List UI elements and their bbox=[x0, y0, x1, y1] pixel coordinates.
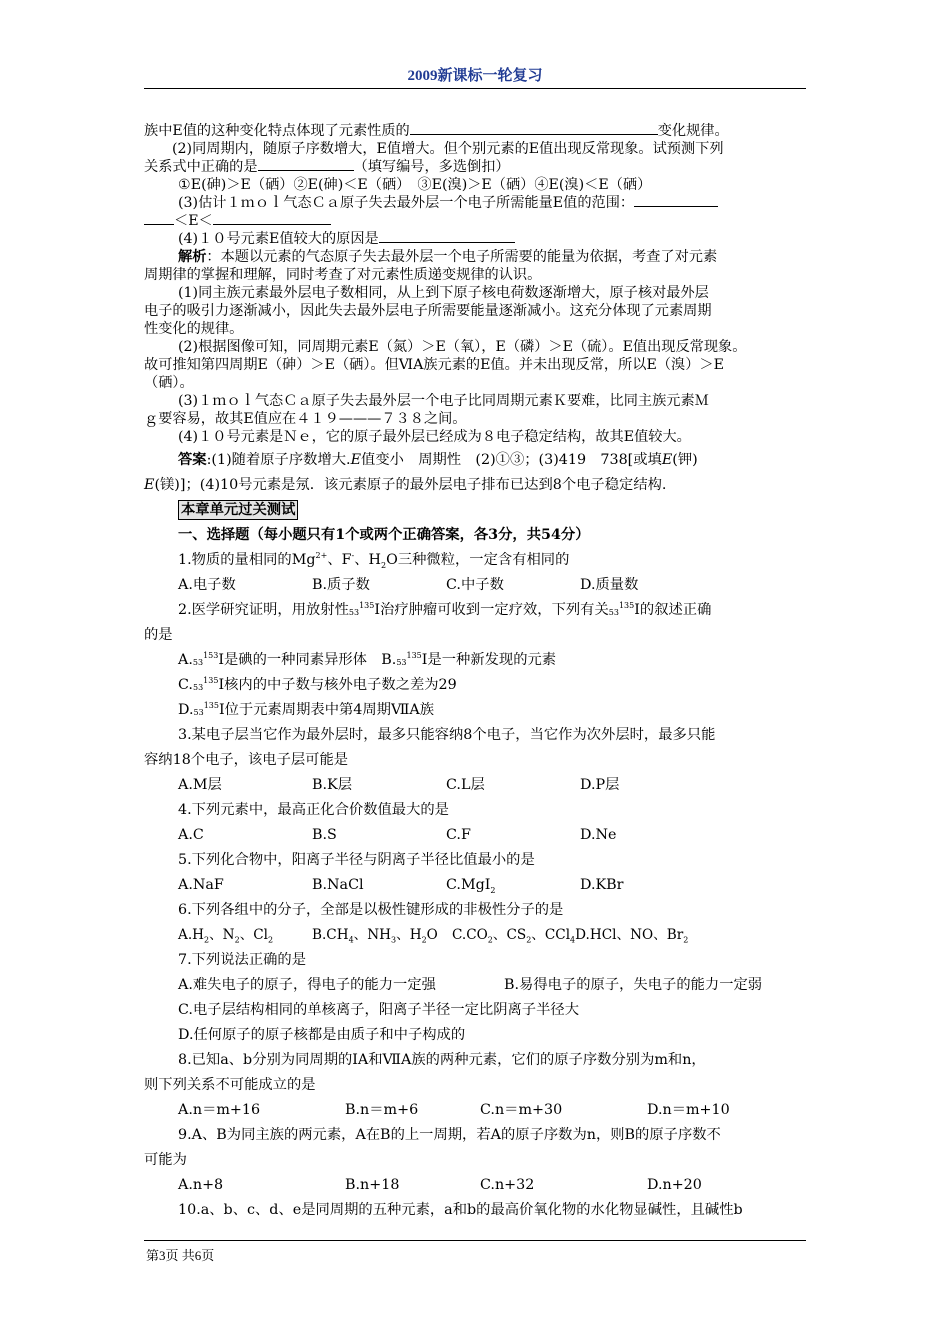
answer-line: E(镁)]；(4)10号元素是氖．该元素原子的最外层电子排布已达到8个电子稳定结构. bbox=[144, 477, 667, 493]
question-options bbox=[144, 573, 806, 598]
text-line: ＜E＜ bbox=[144, 212, 806, 230]
answer-blank bbox=[410, 122, 658, 135]
question-stem: 则下列关系不可能成立的是 bbox=[144, 1077, 316, 1093]
answer-blank bbox=[258, 158, 354, 171]
question-options bbox=[144, 973, 806, 998]
option: A.n+8 bbox=[178, 1177, 224, 1193]
option: A.C bbox=[178, 827, 204, 843]
question-stem: 8.已知a、b分别为同周期的ⅠA和ⅦA族的两种元素，它们的原子序数分别为m和n， bbox=[178, 1052, 706, 1068]
question-stem: 7.下列说法正确的是 bbox=[178, 952, 307, 968]
option: C.n+32 bbox=[480, 1177, 535, 1193]
option: B.易得电子的原子，失电子的能力一定弱 bbox=[504, 977, 763, 993]
option: D.Ne bbox=[580, 827, 617, 843]
text-line: 周期律的掌握和理解，同时考查了对元素性质递变规律的认识。 bbox=[144, 267, 542, 283]
option: C.F bbox=[446, 827, 471, 843]
question-stem: 9.A、B为同主族的两元素，A在B的上一周期，若A的原子序数为n，则B的原子序数不 bbox=[178, 1127, 721, 1143]
question-options bbox=[144, 823, 806, 848]
option: C.MgI$_2$ bbox=[446, 877, 496, 895]
question-stem: 容纳18个电子，该电子层可能是 bbox=[144, 752, 349, 768]
text-line: 故可推知第四周期E（砷）＞E（硒）。但ⅥA族元素的E值。并未出现反常，所以E（溴）＞E bbox=[144, 357, 724, 373]
question-stem: 1.物质的量相同的$Mg^{2+}$、F-、$H_2O$三种微粒，一定含有相同的 bbox=[178, 551, 570, 570]
option: B.质子数 bbox=[312, 577, 370, 593]
option: $C.CO_2$、$CS_2$、CCl$_4$ bbox=[452, 927, 576, 945]
option: $A.H_2$、$N_2$、$Cl_2$ bbox=[178, 927, 274, 945]
option: D.P层 bbox=[580, 777, 620, 793]
answer-blank bbox=[213, 212, 331, 225]
text-line: 性变化的规律。 bbox=[144, 321, 244, 337]
option: D.n+20 bbox=[647, 1177, 702, 1193]
question-options bbox=[144, 923, 806, 948]
option: $C.53^{135}I$核内的中子数与核外电子数之差为29 bbox=[178, 676, 457, 693]
text-line: 族中E值的这种变化特点体现了元素性质的 变化规律。 bbox=[144, 123, 729, 139]
question-stem: 6.下列各组中的分子，全部是以极性键形成的非极性分子的是 bbox=[178, 902, 564, 918]
text-line: (3)１ｍｏｌ气态Ｃａ原子失去最外层一个电子比同周期元素Ｋ要难，比同主族元素Ｍ bbox=[178, 393, 709, 409]
question-options bbox=[144, 773, 806, 798]
option: B.K层 bbox=[312, 777, 353, 793]
section-subheading: 一、选择题（每小题只有1个或两个正确答案，各3分，共54分） bbox=[178, 527, 590, 543]
header-rule bbox=[144, 88, 806, 89]
question-stem: 4.下列元素中，最高正化合价数值最大的是 bbox=[178, 802, 449, 818]
section-heading: 本章单元过关测试 bbox=[144, 498, 806, 523]
option: D.任何原子的原子核都是由质子和中子构成的 bbox=[178, 1027, 466, 1043]
option: B.n＝m+6 bbox=[345, 1102, 419, 1118]
question-stem: 可能为 bbox=[144, 1152, 187, 1168]
text-line: (4)１０号元素E值较大的原因是 bbox=[144, 230, 806, 248]
option: B.n+18 bbox=[345, 1177, 400, 1193]
text-line: (4)１０号元素是Ｎｅ，它的原子最外层已经成为８电子稳定结构，故其E值较大。 bbox=[178, 429, 691, 445]
footer-rule bbox=[144, 1240, 806, 1241]
option: B.NaCl bbox=[312, 877, 364, 893]
text-line: （硒）。 bbox=[144, 375, 194, 391]
answer-blank bbox=[634, 194, 718, 207]
question-options bbox=[144, 1098, 806, 1123]
option: A.难失电子的原子，得电子的能力一定强 bbox=[178, 977, 436, 993]
text-line: ｇ要容易，故其E值应在４１９———７３８之间。 bbox=[144, 411, 467, 427]
answer-line: 答案:(1)随着原子序数增大.E值变小 周期性 (2)①③；(3)419 738[或填E(钾) bbox=[178, 452, 698, 468]
option: A.NaF bbox=[178, 877, 224, 893]
text-line: (3)估计１ｍｏｌ气态Ｃａ原子失去最外层一个电子所需能量E值的范围： bbox=[144, 194, 806, 212]
option: $A.53^{153}I$是碘的一种同素异形体 $B.53^{135}I$是一种新发现的元素 bbox=[178, 651, 557, 668]
question-stem: 的是 bbox=[144, 627, 173, 643]
page-number: 第3页 共6页 bbox=[146, 1248, 215, 1263]
header-title: 2009新课标一轮复习 bbox=[407, 68, 543, 84]
option: D.n＝m+10 bbox=[647, 1102, 730, 1118]
option: A.n＝m+16 bbox=[178, 1102, 261, 1118]
option: C.中子数 bbox=[446, 577, 504, 593]
option: D.质量数 bbox=[580, 577, 639, 593]
option: C.n＝m+30 bbox=[480, 1102, 563, 1118]
option: C.电子层结构相同的单核离子，阳离子半径一定比阴离子半径大 bbox=[178, 1002, 579, 1018]
text-line: ①E(砷)＞E（硒）②E(砷)＜E（硒） ③E(溴)＞E（硒）④E(溴)＜E（硒） bbox=[178, 177, 652, 193]
option: B.S bbox=[312, 827, 337, 843]
question-stem: 3.某电子层当它作为最外层时，最多只能容纳8个电子，当它作为次外层时，最多只能 bbox=[178, 727, 716, 743]
option: $B.CH_4$、$NH_3$、$H_2O$ bbox=[312, 927, 438, 945]
option: D.KBr bbox=[580, 877, 624, 893]
option: D.HCl、NO、$Br_2$ bbox=[575, 927, 689, 945]
option: A.M层 bbox=[178, 777, 222, 793]
option: A.电子数 bbox=[178, 577, 236, 593]
option: C.L层 bbox=[446, 777, 485, 793]
question-stem: 5.下列化合物中，阳离子半径与阴离子半径比值最小的是 bbox=[178, 852, 535, 868]
text-line: 关系式中正确的是 （填写编号，多选倒扣） bbox=[144, 159, 510, 175]
text-line: 解析：本题以元素的气态原子失去最外层一个电子所需要的能量为依据，考查了对元素 bbox=[178, 249, 718, 265]
text-line: (1)同主族元素最外层电子数相同，从上到下原子核电荷数逐渐增大，原子核对最外层 bbox=[178, 285, 709, 301]
answer-blank bbox=[144, 212, 174, 225]
text-line: (2)根据图像可知，同周期元素E（氮）＞E（氧），E（磷）＞E（硫）。E值出现反常现象。 bbox=[178, 339, 747, 355]
question-stem: 10.a、b、c、d、e是同周期的五种元素，a和b的最高价氧化物的水化物显碱性，且碱性b bbox=[178, 1202, 743, 1218]
question-options bbox=[144, 873, 806, 898]
text-line: (2)同周期内，随原子序数增大，E值增大。但个别元素的E值出现反常现象。试预测下列 bbox=[172, 141, 724, 157]
question-stem: 2.医学研究证明，用放射性$53^{135}I$治疗肿瘤可收到一定疗效，下列有关$53^{135}I$的叙述正确 bbox=[178, 601, 712, 618]
text-line: 电子的吸引力逐渐减小，因此失去最外层电子所需要能量逐渐减小。这充分体现了元素周期 bbox=[144, 303, 712, 319]
answer-blank bbox=[379, 230, 515, 243]
question-options bbox=[144, 1173, 806, 1198]
option: $D.53^{135}I$位于元素周期表中第4周期ⅦA族 bbox=[178, 701, 435, 718]
document-body bbox=[144, 122, 806, 1223]
